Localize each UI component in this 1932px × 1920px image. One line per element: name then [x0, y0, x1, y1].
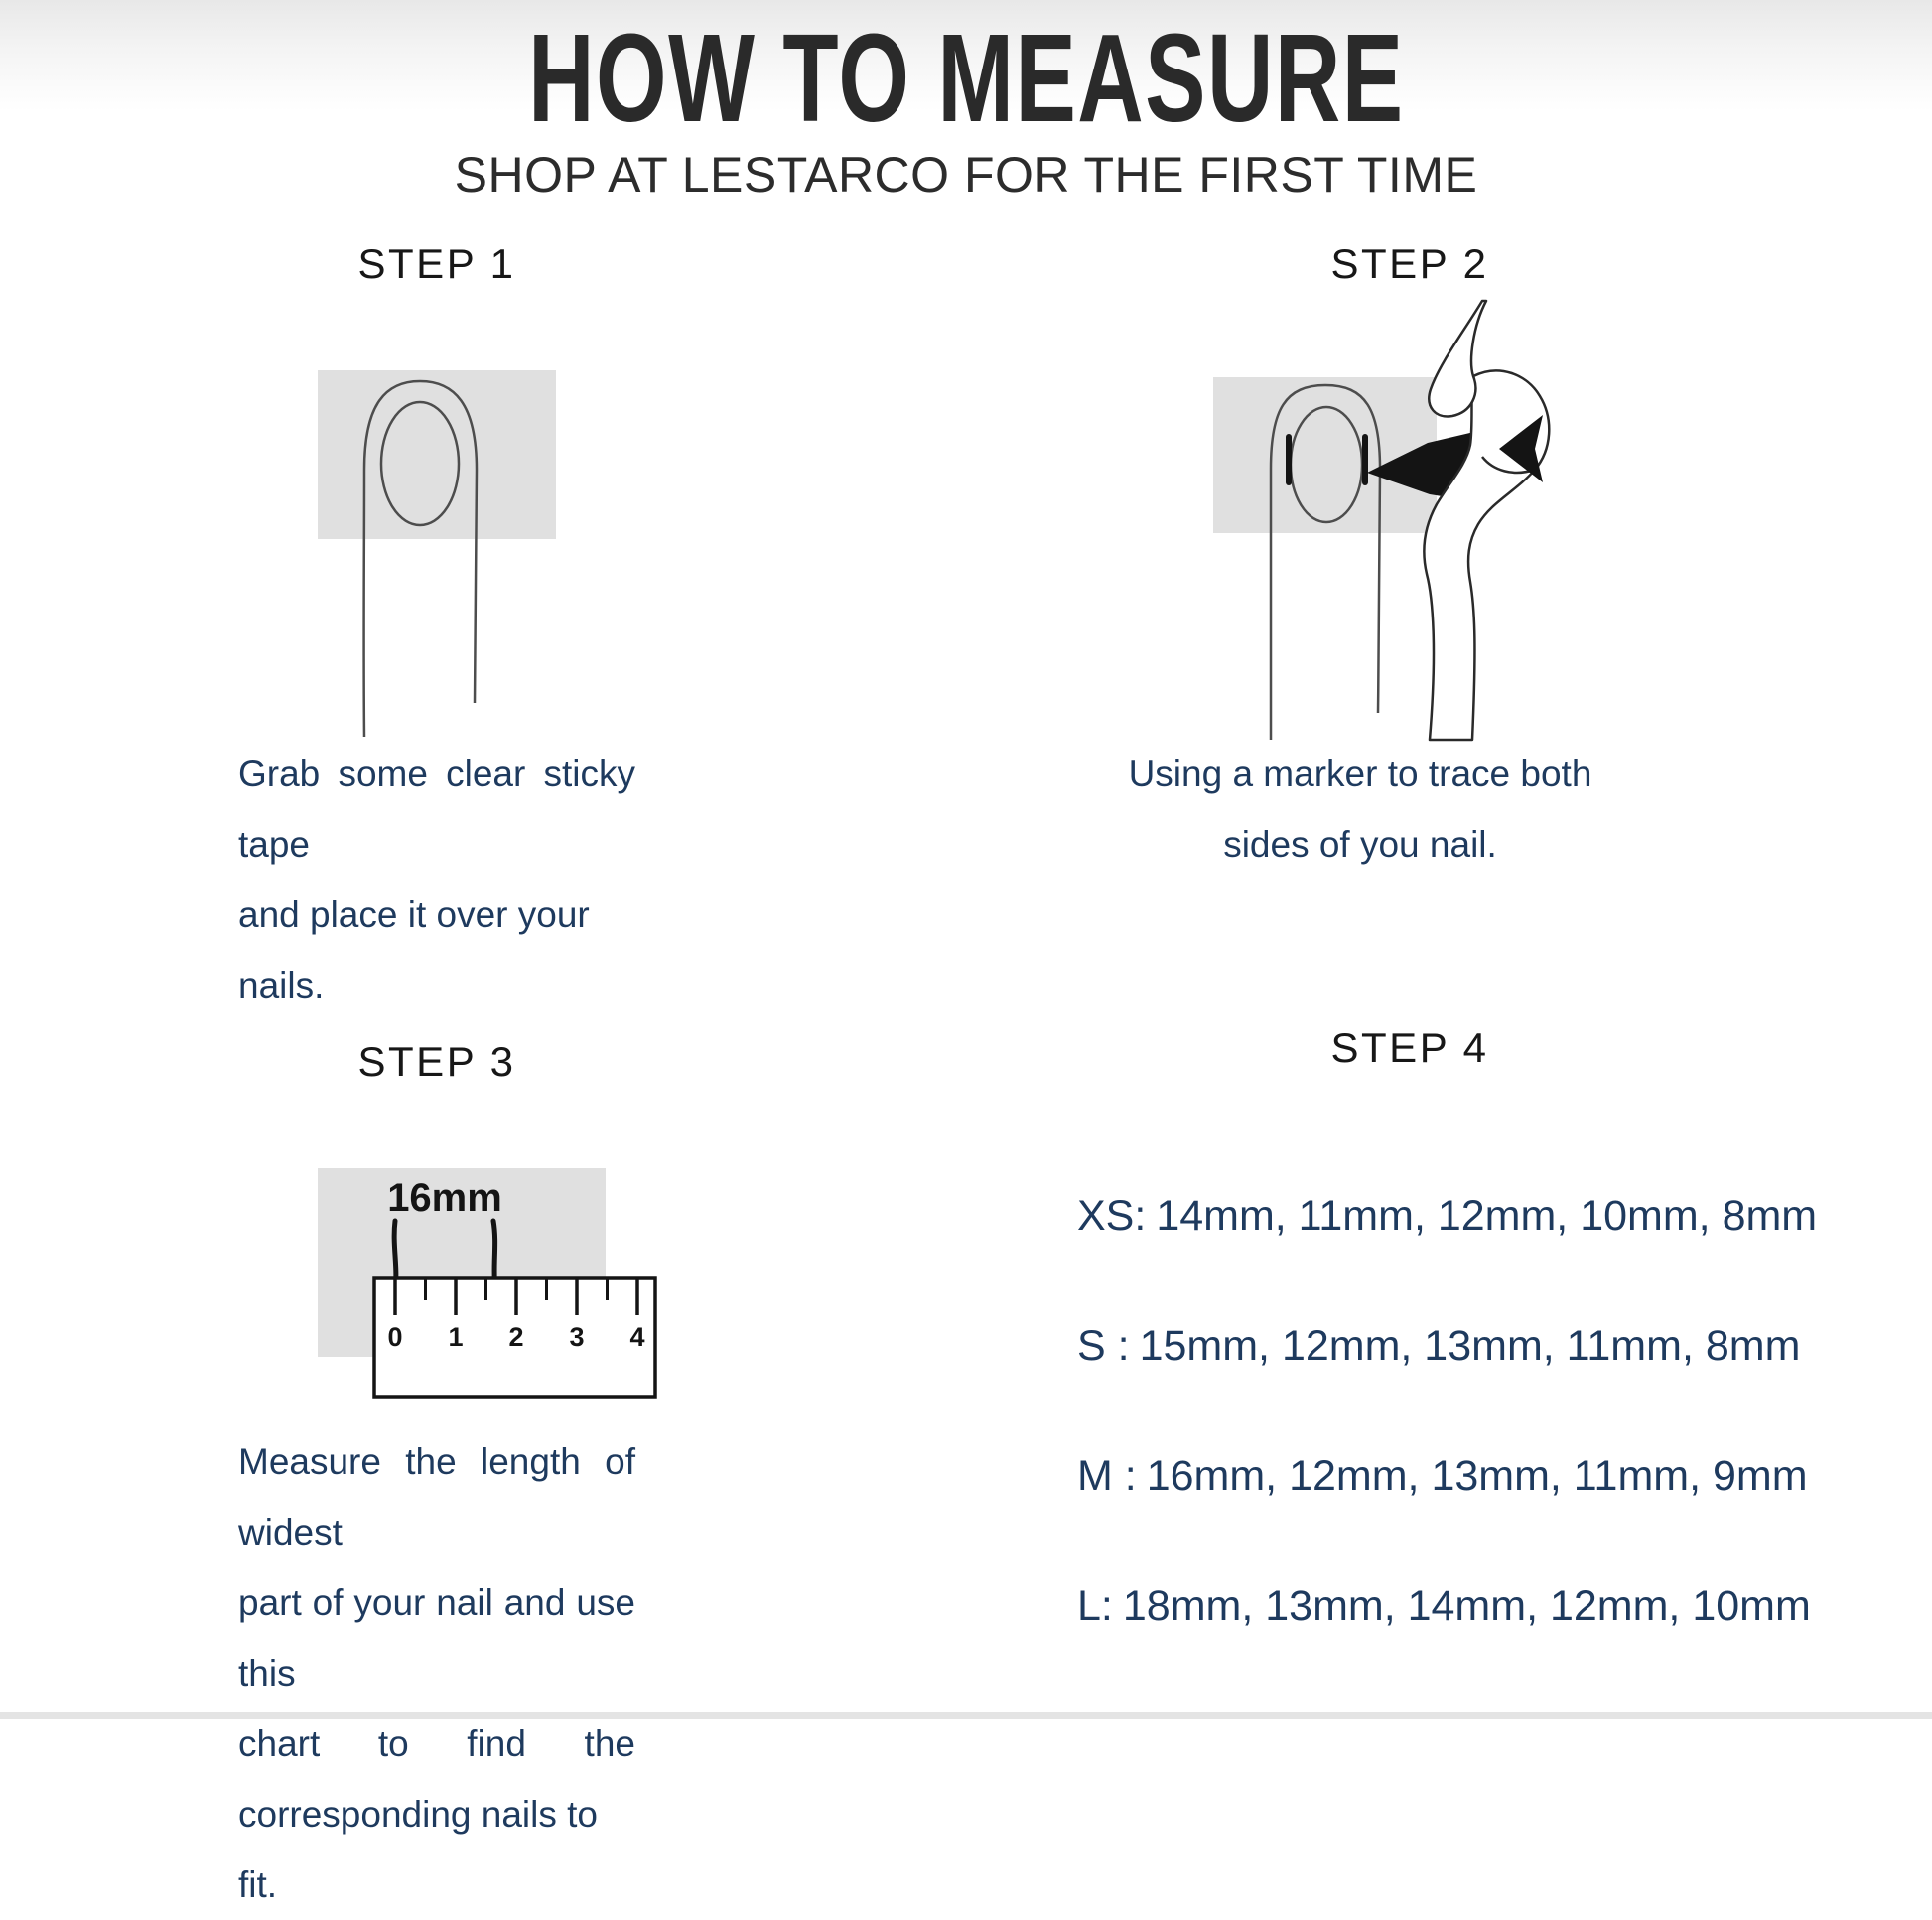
ruler-label-2: 2 [508, 1322, 524, 1352]
ruler-measurement-illustration [268, 1162, 685, 1405]
step3-caption [238, 1427, 635, 1920]
size-row-xs [1077, 1152, 1818, 1282]
size-label-xs: XS: [1077, 1192, 1147, 1240]
page-title [0, 8, 1932, 148]
size-values-s: 15mm, 12mm, 13mm, 11mm, 8mm [1139, 1322, 1801, 1370]
ruler-label-4: 4 [629, 1322, 645, 1352]
ruler-label-0: 0 [387, 1322, 403, 1352]
bottom-border-strip [0, 1712, 1932, 1719]
step3-caption-line2: part of your nail and use this [238, 1582, 635, 1694]
measured-width-label: 16mm [387, 1176, 502, 1220]
step2-caption [1097, 739, 1623, 880]
step4-heading: STEP 4 [1330, 1025, 1489, 1071]
size-values-l: 18mm, 13mm, 14mm, 12mm, 10mm [1122, 1582, 1811, 1630]
size-label-l: L: [1077, 1582, 1113, 1630]
finger-with-tape-illustration [298, 367, 576, 740]
step3-caption-line1: Measure the length of widest [238, 1441, 635, 1553]
size-label-m: M : [1077, 1452, 1137, 1500]
size-values-xs: 14mm, 11mm, 12mm, 10mm, 8mm [1156, 1192, 1818, 1240]
marker-tracing-nail-illustration [1172, 298, 1588, 745]
step2-caption-line2: sides of you nail. [1223, 824, 1497, 865]
size-values-m: 16mm, 12mm, 13mm, 11mm, 9mm [1146, 1452, 1808, 1500]
page-subtitle: SHOP AT LESTARCO FOR THE FIRST TIME [454, 147, 1478, 203]
size-label-s: S : [1077, 1322, 1130, 1370]
step1-caption-line1: Grab some clear sticky tape [238, 754, 635, 865]
step3-caption-line4: corresponding nails to fit. [238, 1794, 598, 1905]
page-title-text: HOW TO MEASURE [527, 8, 1405, 148]
step1-heading: STEP 1 [357, 240, 516, 287]
step2-caption-line1: Using a marker to trace both [1128, 754, 1592, 794]
size-chart [1077, 1152, 1818, 1672]
ruler-label-3: 3 [569, 1322, 585, 1352]
step3-heading: STEP 3 [357, 1038, 516, 1085]
size-row-m [1077, 1412, 1808, 1542]
step2-heading: STEP 2 [1330, 240, 1489, 287]
step1-caption-line2: and place it over your nails. [238, 894, 590, 1006]
size-row-s [1077, 1282, 1801, 1412]
step1-caption [238, 739, 635, 1021]
tape-rect [318, 370, 556, 539]
step3-caption-line3: chart to find the [238, 1723, 635, 1764]
size-row-l [1077, 1542, 1811, 1672]
ruler-label-1: 1 [448, 1322, 464, 1352]
